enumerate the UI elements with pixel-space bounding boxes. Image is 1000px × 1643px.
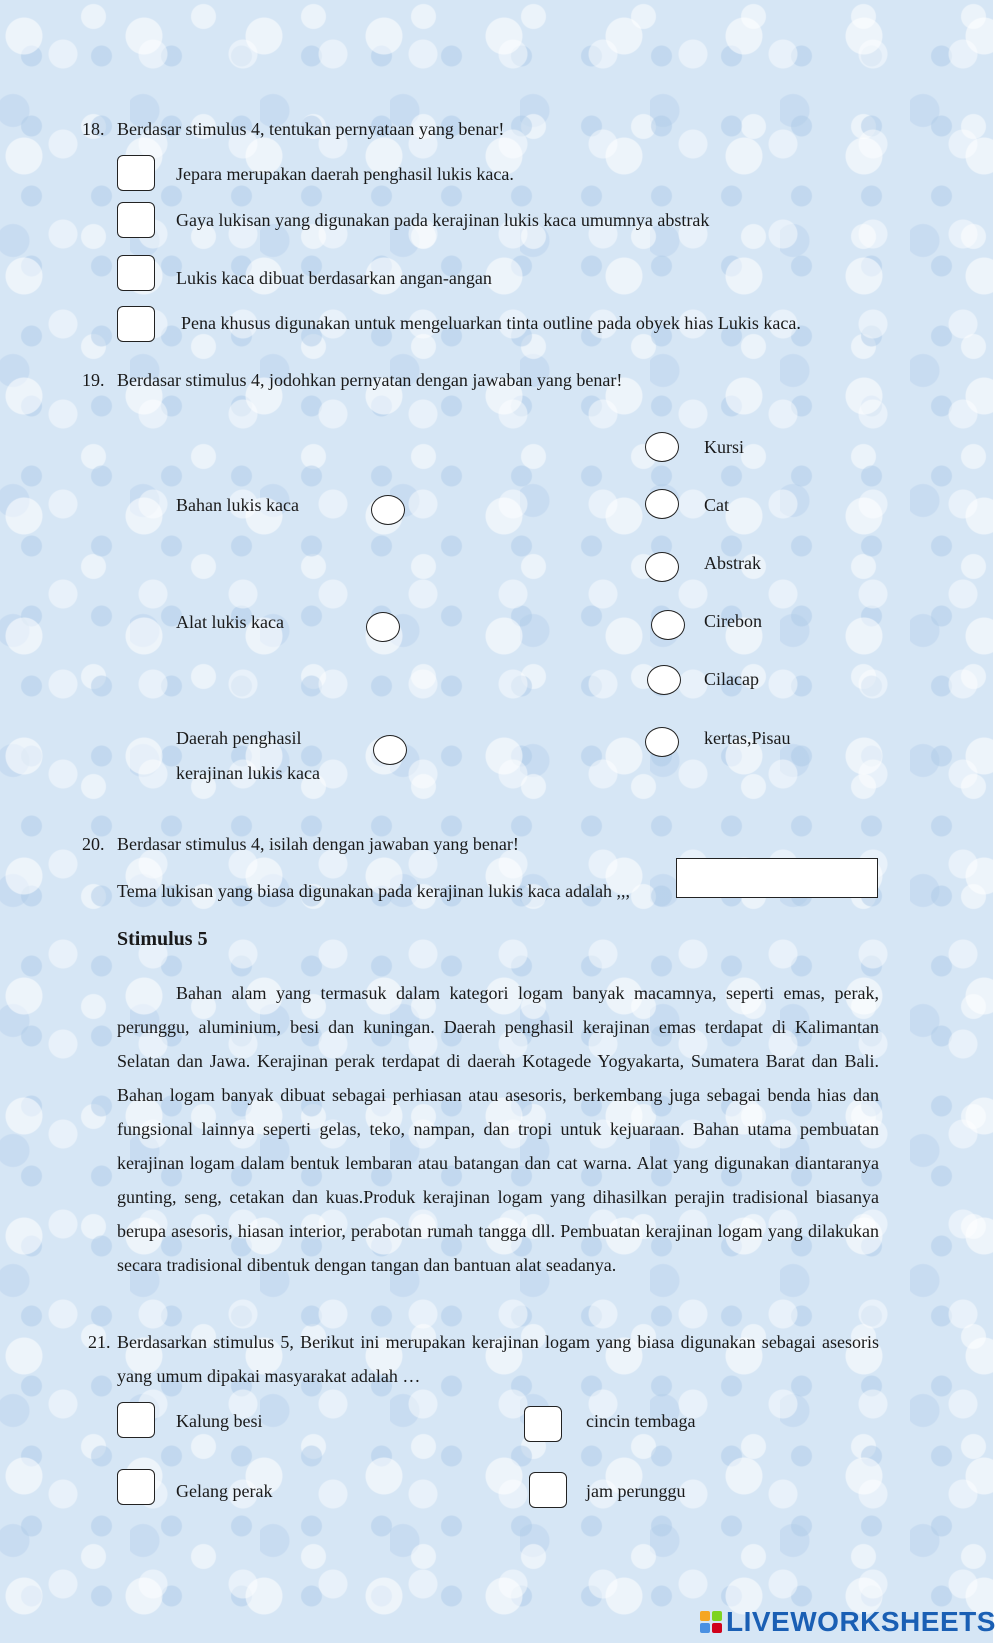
q21-checkbox-1[interactable] — [117, 1402, 155, 1438]
q18-checkbox-2[interactable] — [117, 202, 155, 238]
q19-right-item-6: kertas,Pisau — [704, 728, 791, 748]
q20-prompt: Tema lukisan yang biasa digunakan pada kerajinan lukis kaca adalah ,,, — [117, 881, 631, 901]
q18-option-4: Pena khusus digunakan untuk mengeluarkan tinta outline pada obyek hias Lukis kaca. — [181, 313, 801, 333]
stimulus5-text: Bahan alam yang termasuk dalam kategori logam banyak macamnya, seperti emas, perak, perunggu, aluminium, besi dan kuningan. Daerah penghasil kerajinan emas terdapat di Kalimantan Selatan dan Jawa. Kerajinan perak terdapat di daerah Kotagede Yogyakarta, Sumatera Barat dan Bali. Bahan logam banyak dibuat sebagai perhiasan atau asesoris, berkembang juga sebagai benda hias dan fungsional lainnya seperti gelas, teko, nampan, dan tropi untuk kejuaraan. Bahan utama pembuatan kerajinan logam dalam bentuk lembaran atau batangan dan cat warna. Alat yang digunakan diantaranya gunting, seng, cetakan dan kuas.Produk kerajinan logam yang dihasilkan perajin tradisional biasanya berupa asesoris, hiasan interior, perabotan rumah tangga dll. Pembuatan kerajinan logam yang dilakukan secara tradisional dibentuk dengan tangan dan bantuan alat seadanya. — [117, 983, 879, 1275]
liveworksheets-brand: LIVEWORKSHEETS — [726, 1606, 996, 1637]
q20-number: 20. — [82, 834, 105, 854]
q19-right-connector-5[interactable] — [647, 665, 681, 695]
q19-right-connector-3[interactable] — [645, 552, 679, 582]
q19-right-connector-2[interactable] — [645, 489, 679, 519]
q19-left-item-1: Bahan lukis kaca — [176, 495, 299, 515]
q18-option-2: Gaya lukisan yang digunakan pada kerajinan lukis kaca umumnya abstrak — [176, 210, 710, 230]
q21-checkbox-3[interactable] — [117, 1469, 155, 1505]
q19-number: 19. — [82, 370, 105, 390]
q19-right-item-1: Kursi — [704, 437, 744, 457]
q21-checkbox-2[interactable] — [524, 1406, 562, 1442]
q19-right-item-4: Cirebon — [704, 611, 762, 631]
q19-right-connector-4[interactable] — [651, 610, 685, 640]
q18-option-1: Jepara merupakan daerah penghasil lukis kaca. — [176, 164, 514, 184]
q20-question: Berdasar stimulus 4, isilah dengan jawaban yang benar! — [117, 834, 519, 854]
liveworksheets-logo-icon — [700, 1611, 722, 1633]
q21-number: 21. — [88, 1332, 111, 1352]
q19-left-item-3-cont: kerajinan lukis kaca — [176, 763, 320, 783]
q18-checkbox-4[interactable] — [117, 306, 155, 342]
q21-question: Berdasarkan stimulus 5, Berikut ini merupakan kerajinan logam yang biasa digunakan sebagai asesoris yang umum dipakai masyarakat adalah … — [117, 1332, 879, 1386]
liveworksheets-logo — [700, 1607, 996, 1637]
q21-option-1: Kalung besi — [176, 1411, 263, 1431]
q19-question: Berdasar stimulus 4, jodohkan pernyatan dengan jawaban yang benar! — [117, 370, 623, 390]
q21-option-4: jam perunggu — [586, 1481, 686, 1501]
q19-right-item-3: Abstrak — [704, 553, 761, 573]
q19-left-connector-3[interactable] — [373, 735, 407, 765]
q19-left-connector-1[interactable] — [371, 495, 405, 525]
page-edge — [993, 0, 1000, 1643]
q21-option-2: cincin tembaga — [586, 1411, 696, 1431]
q19-right-connector-1[interactable] — [645, 432, 679, 462]
q20-answer-input[interactable] — [676, 858, 878, 898]
q18-question: Berdasar stimulus 4, tentukan pernyataan yang benar! — [117, 119, 505, 139]
q19-right-connector-6[interactable] — [645, 727, 679, 757]
q21-option-3: Gelang perak — [176, 1481, 273, 1501]
q18-option-3: Lukis kaca dibuat berdasarkan angan-angan — [176, 268, 492, 288]
q19-right-item-5: Cilacap — [704, 669, 759, 689]
stimulus5-title: Stimulus 5 — [117, 928, 208, 950]
q19-right-item-2: Cat — [704, 495, 729, 515]
q19-left-item-3: Daerah penghasil — [176, 728, 302, 748]
q18-checkbox-3[interactable] — [117, 255, 155, 291]
q19-left-connector-2[interactable] — [366, 612, 400, 642]
q18-number: 18. — [82, 119, 105, 139]
q21-checkbox-4[interactable] — [529, 1472, 567, 1508]
q19-left-item-2: Alat lukis kaca — [176, 612, 284, 632]
q18-checkbox-1[interactable] — [117, 155, 155, 191]
